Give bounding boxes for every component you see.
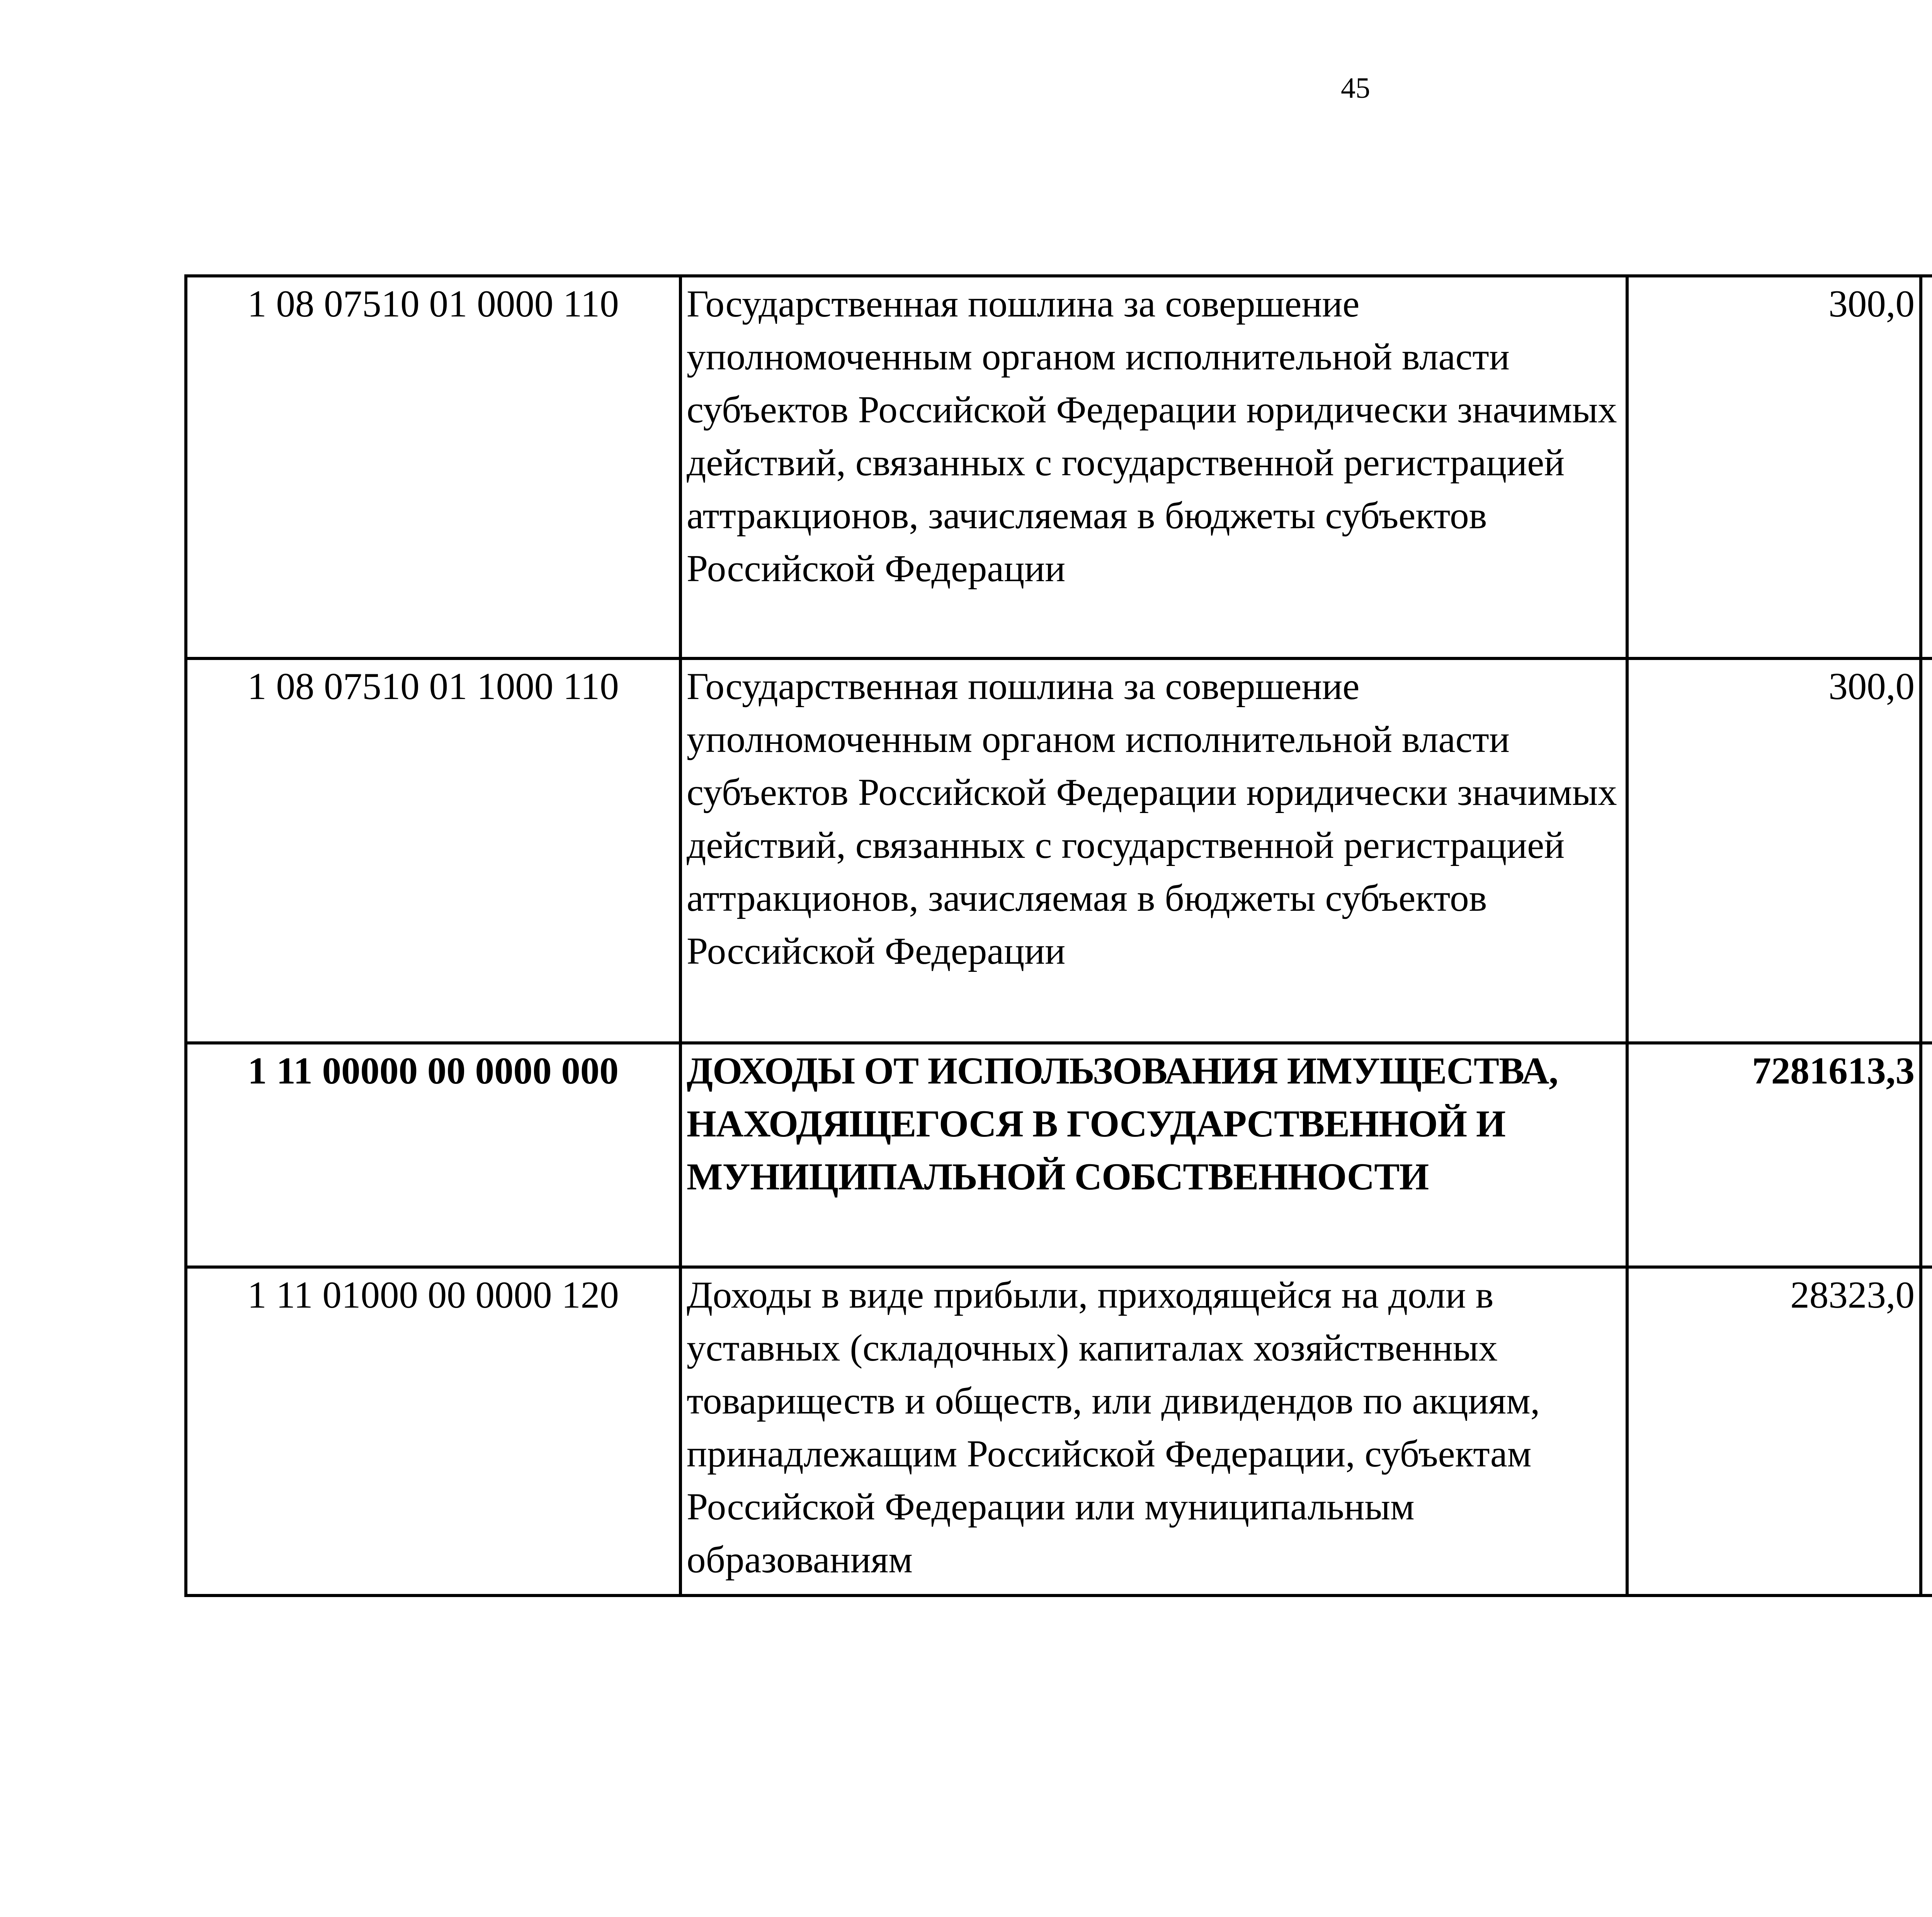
budget-code: 1 11 01000 00 0000 120 [186, 1267, 680, 1596]
revenue-table [184, 274, 1932, 1597]
budget-code: 1 11 00000 00 0000 000 [186, 1043, 680, 1267]
revenue-name: ДОХОДЫ ОТ ИСПОЛЬЗОВАНИЯ ИМУЩЕСТВА, НАХОДЯЩЕГОСЯ В ГОСУДАРСТВЕННОЙ И МУНИЦИПАЛЬНОЙ СОБСТВЕННОСТИ [680, 1043, 1627, 1267]
page-number: 45 [1341, 72, 1370, 104]
revenue-name: Государственная пошлина за совершение уполномоченным органом исполнительной власти субъектов Российской Федерации юридически значимых действий, связанных с государственной регистрацией аттракционов, зачисляемая в бюджеты субъектов Российской Федерации [680, 658, 1627, 1043]
value-year-2 [1921, 1267, 1932, 1596]
table-row [186, 1267, 1932, 1596]
value-year-2 [1921, 1043, 1932, 1267]
value-year-2 [1921, 276, 1932, 658]
value-year-1: 300,0 [1627, 276, 1921, 658]
table-row-total [186, 1043, 1932, 1267]
revenue-name: Доходы в виде прибыли, приходящейся на доли в уставных (складочных) капиталах хозяйственных товариществ и обществ, или дивидендов по акциям, принадлежащим Российской Федерации, субъектам Российской Федерации или муниципальным образованиям [680, 1267, 1627, 1596]
value-year-1: 28323,0 [1627, 1267, 1921, 1596]
revenue-name: Государственная пошлина за совершение уполномоченным органом исполнительной власти субъектов Российской Федерации юридически значимых действий, связанных с государственной регистрацией аттракционов, зачисляемая в бюджеты субъектов Российской Федерации [680, 276, 1627, 658]
budget-code: 1 08 07510 01 0000 110 [186, 276, 680, 658]
budget-code: 1 08 07510 01 1000 110 [186, 658, 680, 1043]
value-year-1: 7281613,3 [1627, 1043, 1921, 1267]
value-year-2 [1921, 658, 1932, 1043]
table-row [186, 276, 1932, 658]
table-row [186, 658, 1932, 1043]
value-year-1: 300,0 [1627, 658, 1921, 1043]
